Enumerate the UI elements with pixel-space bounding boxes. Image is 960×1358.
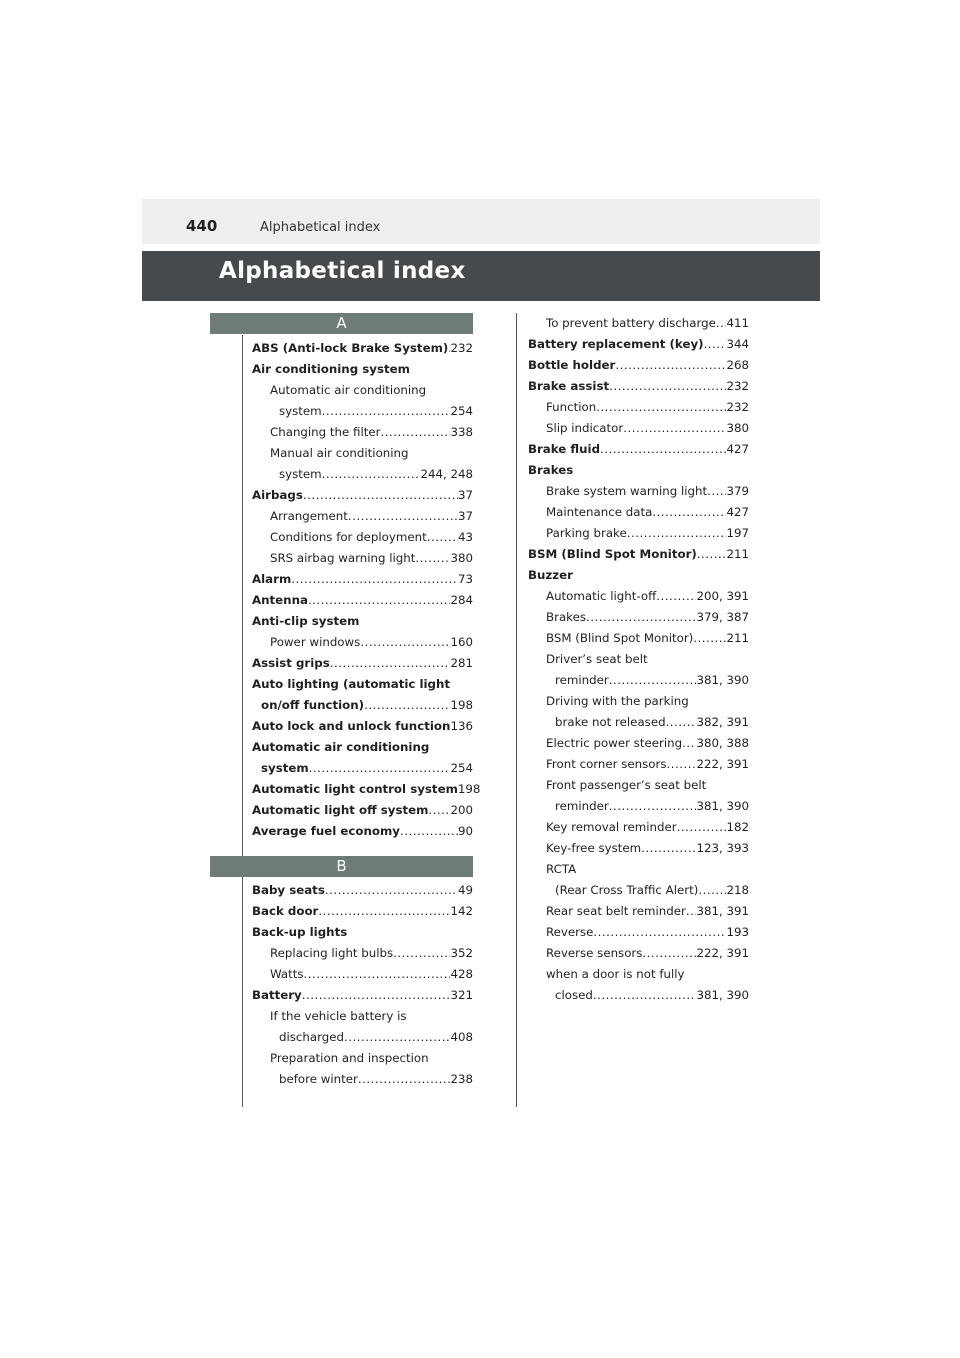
page-header-bar [142, 199, 820, 244]
index-term: BSM (Blind Spot Monitor) [546, 631, 694, 645]
index-term: Manual air conditioning [270, 446, 409, 460]
index-term: Parking brake [546, 526, 627, 540]
index-term: Changing the filter [270, 425, 381, 439]
page-reference: 232 [726, 400, 749, 414]
page-title: Alphabetical index [219, 258, 466, 284]
index-term: system [279, 404, 322, 418]
index-entry [252, 611, 473, 632]
running-title: Alphabetical index [260, 220, 381, 235]
section-header-b: B [210, 856, 473, 877]
index-term: Slip indicator [546, 421, 624, 435]
index-entry [252, 737, 473, 758]
index-entry [252, 716, 473, 737]
index-entry [528, 670, 749, 691]
leader-dots [427, 527, 458, 548]
index-entry [252, 569, 473, 590]
page-reference: 254 [450, 404, 473, 418]
leader-dots [303, 485, 458, 506]
page-reference: 381, 390 [696, 988, 749, 1002]
page-reference: 37 [457, 509, 473, 523]
leader-dots [666, 712, 697, 733]
index-term: Automatic air conditioning [252, 740, 430, 754]
index-term: system [261, 761, 309, 775]
page-reference: 344 [726, 337, 749, 351]
page-reference: 352 [450, 946, 473, 960]
page-reference: 380 [450, 551, 473, 565]
index-entry [252, 1048, 473, 1069]
section-header-a: A [210, 313, 473, 334]
index-entry [528, 607, 749, 628]
index-entry [252, 922, 473, 943]
page-reference: 37 [457, 488, 473, 502]
index-entry [528, 796, 749, 817]
index-entry [252, 401, 473, 422]
page-reference: 411 [726, 316, 749, 330]
page-reference: 338 [450, 425, 473, 439]
index-term: Brakes [528, 463, 574, 477]
index-term: Battery [252, 988, 302, 1002]
index-entry [528, 460, 749, 481]
page-reference: 379 [726, 484, 749, 498]
index-entry [252, 1006, 473, 1027]
page-reference: 238 [450, 1072, 473, 1086]
index-term: If the vehicle battery is [270, 1009, 407, 1023]
page-reference: 222, 391 [696, 946, 749, 960]
index-entry [528, 649, 749, 670]
index-term: Bottle holder [528, 358, 616, 372]
index-entry [252, 674, 473, 695]
page-number: 440 [186, 217, 218, 235]
leader-dots [322, 464, 421, 485]
leader-dots [360, 632, 450, 653]
page-reference: 254 [450, 761, 473, 775]
index-entry [528, 985, 749, 1006]
index-term: Antenna [252, 593, 308, 607]
index-entry [252, 485, 473, 506]
index-term: Average fuel economy [252, 824, 400, 838]
index-list-a [252, 338, 481, 842]
leader-dots [642, 943, 696, 964]
index-term: BSM (Blind Spot Monitor) [528, 547, 697, 561]
leader-dots [697, 544, 727, 565]
page-reference: 198 [450, 698, 473, 712]
index-term: reminder [555, 673, 609, 687]
index-term: Buzzer [528, 568, 573, 582]
index-entry [528, 817, 749, 838]
page-reference: 136 [450, 719, 473, 733]
index-entry [528, 943, 749, 964]
index-entry [252, 632, 473, 653]
index-entry [252, 506, 473, 527]
index-term: Watts [270, 967, 304, 981]
leader-dots [400, 821, 458, 842]
index-entry [252, 880, 473, 901]
index-list-right [528, 313, 749, 1006]
page-reference: 222, 391 [696, 757, 749, 771]
leader-dots [322, 401, 451, 422]
leader-dots [304, 964, 451, 985]
leader-dots [309, 758, 451, 779]
index-term: Maintenance data [546, 505, 653, 519]
index-entry [252, 695, 473, 716]
page-reference: 381, 390 [696, 799, 749, 813]
index-term: Baby seats [252, 883, 325, 897]
index-term: Assist grips [252, 656, 330, 670]
page-reference: 281 [450, 656, 473, 670]
index-term: Preparation and inspection [270, 1051, 429, 1065]
leader-dots [704, 334, 727, 355]
leader-dots [596, 397, 726, 418]
index-entry [252, 758, 473, 779]
index-term: Power windows [270, 635, 361, 649]
page-reference: 73 [457, 572, 473, 586]
page-reference: 382, 391 [696, 715, 749, 729]
index-entry [528, 313, 749, 334]
leader-dots [686, 901, 697, 922]
leader-dots [348, 506, 458, 527]
index-entry [252, 1027, 473, 1048]
index-entry [528, 502, 749, 523]
index-term: Driver’s seat belt [546, 652, 648, 666]
index-entry [528, 880, 749, 901]
page-reference: 198 [457, 782, 481, 796]
leader-dots [667, 754, 697, 775]
index-entry [528, 481, 749, 502]
page-reference: 182 [726, 820, 749, 834]
leader-dots [308, 590, 451, 611]
page-reference: 381, 391 [696, 904, 749, 918]
index-entry [252, 653, 473, 674]
leader-dots [652, 502, 726, 523]
index-entry [252, 985, 473, 1006]
index-term: Replacing light bulbs [270, 946, 394, 960]
index-entry [252, 548, 473, 569]
page-reference: 427 [726, 505, 749, 519]
leader-dots [393, 943, 450, 964]
index-entry [252, 380, 473, 401]
index-term: Key-free system [546, 841, 642, 855]
leader-dots [609, 670, 697, 691]
leader-dots [302, 985, 451, 1006]
index-term: Automatic air conditioning [270, 383, 427, 397]
leader-dots [358, 1069, 451, 1090]
leader-dots [593, 922, 726, 943]
index-entry [252, 422, 473, 443]
page-reference: 49 [457, 883, 473, 897]
index-entry [528, 628, 749, 649]
index-entry [528, 523, 749, 544]
leader-dots [330, 653, 451, 674]
index-entry [528, 754, 749, 775]
leader-dots [318, 901, 450, 922]
leader-dots [609, 376, 726, 397]
index-term: when a door is not fully [546, 967, 685, 981]
index-entry [252, 338, 473, 359]
page-reference: 123, 393 [696, 841, 749, 855]
page-reference: 211 [726, 631, 749, 645]
page-reference: 90 [457, 824, 473, 838]
index-term: Arrangement [270, 509, 348, 523]
right-column-rule [516, 313, 517, 1107]
page-reference: 232 [450, 341, 473, 355]
leader-dots [707, 481, 726, 502]
page-reference: 218 [726, 883, 749, 897]
leader-dots [325, 880, 458, 901]
index-entry [528, 922, 749, 943]
page-reference: 268 [726, 358, 749, 372]
page-reference: 142 [450, 904, 473, 918]
leader-dots [716, 313, 727, 334]
leader-dots [641, 838, 696, 859]
index-entry [528, 964, 749, 985]
index-term: closed [555, 988, 593, 1002]
leader-dots [593, 985, 697, 1006]
page-reference: 321 [450, 988, 473, 1002]
index-term: before winter [279, 1072, 358, 1086]
index-term: Brake assist [528, 379, 610, 393]
index-entry [252, 443, 473, 464]
page-reference: 200, 391 [696, 589, 749, 603]
page-reference: 197 [726, 526, 749, 540]
index-entry [252, 590, 473, 611]
leader-dots [415, 548, 450, 569]
leader-dots [623, 418, 726, 439]
index-entry [528, 901, 749, 922]
index-entry [528, 355, 749, 376]
index-term: brake not released [555, 715, 666, 729]
index-term: Alarm [252, 572, 292, 586]
leader-dots [693, 628, 726, 649]
index-entry [528, 544, 749, 565]
index-entry [528, 418, 749, 439]
index-entry [252, 901, 473, 922]
index-list-b [252, 880, 473, 1090]
index-entry [252, 359, 473, 380]
leader-dots [344, 1027, 450, 1048]
index-term: Reverse sensors [546, 946, 643, 960]
index-entry [528, 712, 749, 733]
index-term: Rear seat belt reminder [546, 904, 686, 918]
index-term: Auto lock and unlock function [252, 719, 451, 733]
index-entry [528, 859, 749, 880]
index-entry [528, 775, 749, 796]
page-reference: 380 [726, 421, 749, 435]
index-entry [528, 376, 749, 397]
index-term: Brake fluid [528, 442, 601, 456]
leader-dots [600, 439, 726, 460]
index-entry [252, 464, 473, 485]
index-entry [528, 691, 749, 712]
index-entry [252, 964, 473, 985]
index-term: Airbags [252, 488, 303, 502]
index-term: Brakes [546, 610, 586, 624]
index-term: Battery replacement (key) [528, 337, 704, 351]
index-entry [252, 800, 473, 821]
leader-dots [380, 422, 450, 443]
index-entry [528, 397, 749, 418]
left-column-rule [242, 335, 243, 1107]
index-term: Automatic light off system [252, 803, 429, 817]
leader-dots [698, 880, 726, 901]
page-reference: 408 [450, 1030, 473, 1044]
index-entry [252, 821, 473, 842]
page-reference: 381, 390 [696, 673, 749, 687]
leader-dots [682, 733, 696, 754]
page-reference: 428 [450, 967, 473, 981]
page-reference: 380, 388 [696, 736, 749, 750]
index-term: Auto lighting (automatic light [252, 677, 451, 691]
index-term: Automatic light control system [252, 782, 458, 796]
leader-dots [291, 569, 458, 590]
index-entry [528, 586, 749, 607]
page-reference: 244, 248 [420, 467, 473, 481]
page-reference: 43 [457, 530, 473, 544]
index-entry [528, 838, 749, 859]
index-entry [252, 943, 473, 964]
page-reference: 379, 387 [696, 610, 749, 624]
index-entry [528, 565, 749, 586]
index-entry [252, 1069, 473, 1090]
index-term: Conditions for deployment [270, 530, 427, 544]
index-term: Function [546, 400, 597, 414]
index-term: Automatic light-off [546, 589, 657, 603]
leader-dots [364, 695, 450, 716]
index-term: RCTA [546, 862, 577, 876]
index-term: Key removal reminder [546, 820, 677, 834]
index-term: discharged [279, 1030, 344, 1044]
index-term: Back-up lights [252, 925, 348, 939]
leader-dots [615, 355, 726, 376]
index-entry [528, 733, 749, 754]
index-term: Brake system warning light [546, 484, 708, 498]
page-reference: 211 [726, 547, 749, 561]
page-reference: 200 [450, 803, 473, 817]
index-term: Electric power steering [546, 736, 683, 750]
index-entry [528, 334, 749, 355]
leader-dots [586, 607, 696, 628]
index-term: Reverse [546, 925, 594, 939]
index-term: system [279, 467, 322, 481]
index-term: Front passenger’s seat belt [546, 778, 707, 792]
page-reference: 232 [726, 379, 749, 393]
index-term: (Rear Cross Traffic Alert) [555, 883, 699, 897]
index-term: Air conditioning system [252, 362, 410, 376]
leader-dots [609, 796, 697, 817]
index-term: Back door [252, 904, 319, 918]
leader-dots [677, 817, 727, 838]
page-reference: 284 [450, 593, 473, 607]
index-entry [252, 779, 481, 800]
index-term: ABS (Anti-lock Brake System) [252, 341, 449, 355]
leader-dots [428, 800, 450, 821]
page-reference: 427 [726, 442, 749, 456]
index-term: Anti-clip system [252, 614, 360, 628]
index-term: on/off function) [261, 698, 365, 712]
page-reference: 193 [726, 925, 749, 939]
page-reference: 160 [450, 635, 473, 649]
index-entry [528, 439, 749, 460]
leader-dots [627, 523, 727, 544]
index-term: To prevent battery discharge [546, 316, 716, 330]
index-term: SRS airbag warning light [270, 551, 416, 565]
index-term: Driving with the parking [546, 694, 689, 708]
index-term: reminder [555, 799, 609, 813]
leader-dots [656, 586, 696, 607]
index-term: Front corner sensors [546, 757, 667, 771]
index-entry [252, 527, 473, 548]
